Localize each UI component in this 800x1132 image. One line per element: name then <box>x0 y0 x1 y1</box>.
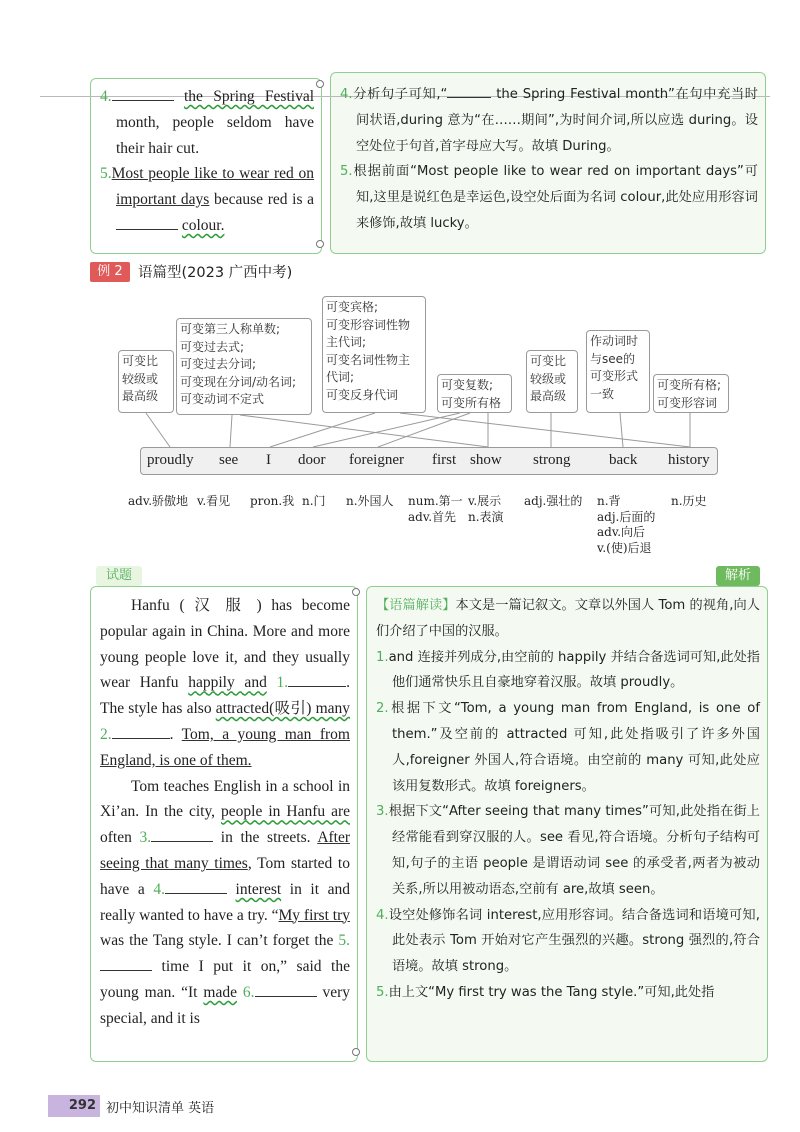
book-title: 初中知识清单 英语 <box>106 1101 215 1116</box>
word-show: show <box>470 452 502 468</box>
pos-door: n.门 <box>302 494 326 508</box>
binder-clip-bottom <box>316 240 324 248</box>
word-foreigner: foreigner <box>349 452 404 468</box>
example-title: 语篇型(2023 广西中考) <box>138 265 293 281</box>
top-question-text: 4. the Spring Festival month, people seldom have their hair cut. 5.Most people like to wear red on important days because red is a colour. <box>100 88 315 234</box>
pos-foreigner: n.外国人 <box>346 494 394 508</box>
word-I: I <box>266 452 271 468</box>
binder-clip-mid-top <box>352 588 360 596</box>
word-proudly: proudly <box>147 452 194 468</box>
node-3-text: 可变宾格; 可变形容词性物 主代词; 可变名词性物主 代词; 可变反身代词 <box>326 300 411 402</box>
page-number: 292 <box>48 1095 100 1117</box>
word-door: door <box>298 452 326 468</box>
link-n3-I <box>270 413 375 447</box>
link-n4-foreigner <box>378 413 470 447</box>
question-label: 试题 <box>96 566 142 586</box>
blank-6[interactable] <box>255 982 317 997</box>
binder-clip-top <box>316 80 324 88</box>
link-n2-see <box>230 415 232 447</box>
pos-show: v.展示 n.表演 <box>468 494 504 524</box>
diagram-node-7 <box>653 374 729 413</box>
link-n2-show <box>240 415 488 447</box>
link-n1-proudly <box>146 413 170 447</box>
blank-quote <box>447 83 491 98</box>
passage-text: Hanfu ( 汉 服 ) has become popular again in China. More and more young people love it, and they usually wear Hanfu happily and 1. . The style has also attracted(吸引) many 2. . Tom, a young man from England, is one of them. Tom teaches English in a school in Xi’an. In the city, people in Hanfu are often 3. in the streets. After seeing that many times, Tom started to have a 4. interest in it and really wanted to have a try. “My first try was the Tang style. I can’t forget the 5. time I put it on,” said the young man. “It made 6. very special, and it is <box>100 597 351 1027</box>
link-n4-door <box>313 413 460 447</box>
pos-proudly: adv.骄傲地 <box>128 494 189 508</box>
blank-3[interactable] <box>151 827 213 842</box>
pos-see: v.看见 <box>197 494 231 508</box>
pos-strong: adj.强壮的 <box>524 494 583 508</box>
diagram-node-6 <box>586 330 650 413</box>
node-5-text: 可变比 较级或 最高级 <box>530 354 567 403</box>
pos-first: num.第一 adv.首先 <box>408 494 463 524</box>
link-n3-history <box>400 413 690 447</box>
diagram-node-4 <box>437 374 512 413</box>
node-4-text: 可变复数; 可变所有格 <box>441 378 502 410</box>
diagram-node-2 <box>176 318 312 415</box>
word-strong: strong <box>533 452 571 468</box>
node-6-text: 作动词时 与see的 可变形式 一致 <box>590 334 639 401</box>
analysis-label: 解析 <box>716 566 760 586</box>
node-1-text: 可变比 较级或 最高级 <box>122 354 159 403</box>
blank-5[interactable] <box>100 956 152 971</box>
node-7-text: 可变所有格; 可变形容词 <box>657 378 722 410</box>
node-2-text: 可变第三人称单数; 可变过去式; 可变过去分词; 可变现在分词/动名词; 可变动词不定式 <box>180 322 297 406</box>
top-analysis-text: 4.分析句子可知,“ the Spring Festival month”在句中充当时间状语,during 意为“在……期间”,为时间介词,所以应选 during。设空处位于句首,首字母应大写。故填 During。 5.根据前面“Most people like to wear red on important days”可知,这里是说红色是幸运色,设空处后面为名词 colour,此处应用形容词来修饰,故填 lucky。 <box>340 82 758 237</box>
blank-1[interactable] <box>288 672 346 687</box>
binder-clip-mid-bottom <box>352 1048 360 1056</box>
pos-history: n.历史 <box>671 494 707 508</box>
blank-5-top[interactable] <box>116 215 178 230</box>
diagram-node-1 <box>118 350 174 413</box>
analysis-text: 【语篇解读】本文是一篇记叙文。文章以外国人 Tom 的视角,向人们介绍了中国的汉服。 1.and 连接并列成分,由空前的 happily 并结合备选词可知,此处指他们通常快乐且自豪地穿着汉服。故填 proudly。 2.根据下文“Tom, a young man from England, is one of them.”及空前的 attracted 可知,此处指吸引了许多外国人,foreigner 外国人,符合语境。由空前的 many 可知,此处应该用复数形式。故填 foreigners。 3.根据下文“After seeing that many times”可知,此处指在街上经常能看到穿汉服的人。see 看见,符合语境。分析句子结构可知,句子的主语 people 是谓语动词 see 的承受者,两者为被动关系,所以用被动语态,空前有 are,故填 seen。 4.设空处修饰名词 interest,应用形容词。结合备选词和语境可知,此处表示 Tom 开始对它产生强烈的兴趣。strong 强烈的,符合语境。故填 strong。 5.由上文“My first try was the Tang style.”可知,此处指 <box>376 598 760 1000</box>
word-history: history <box>668 452 710 468</box>
word-back: back <box>609 452 638 468</box>
blank-4[interactable] <box>165 879 227 894</box>
diagram-node-5 <box>526 350 578 413</box>
diagram-node-3 <box>322 296 426 413</box>
blank-4-top[interactable] <box>112 86 174 101</box>
blank-2[interactable] <box>112 724 170 739</box>
pos-I: pron.我 <box>250 494 295 508</box>
pos-back: n.背 adj.后面的 adv.向后 v.(使)后退 <box>597 494 656 555</box>
word-see: see <box>219 452 239 468</box>
word-first: first <box>432 452 457 468</box>
link-n6-back <box>620 413 623 447</box>
example-tag: 例 2 <box>90 262 130 282</box>
